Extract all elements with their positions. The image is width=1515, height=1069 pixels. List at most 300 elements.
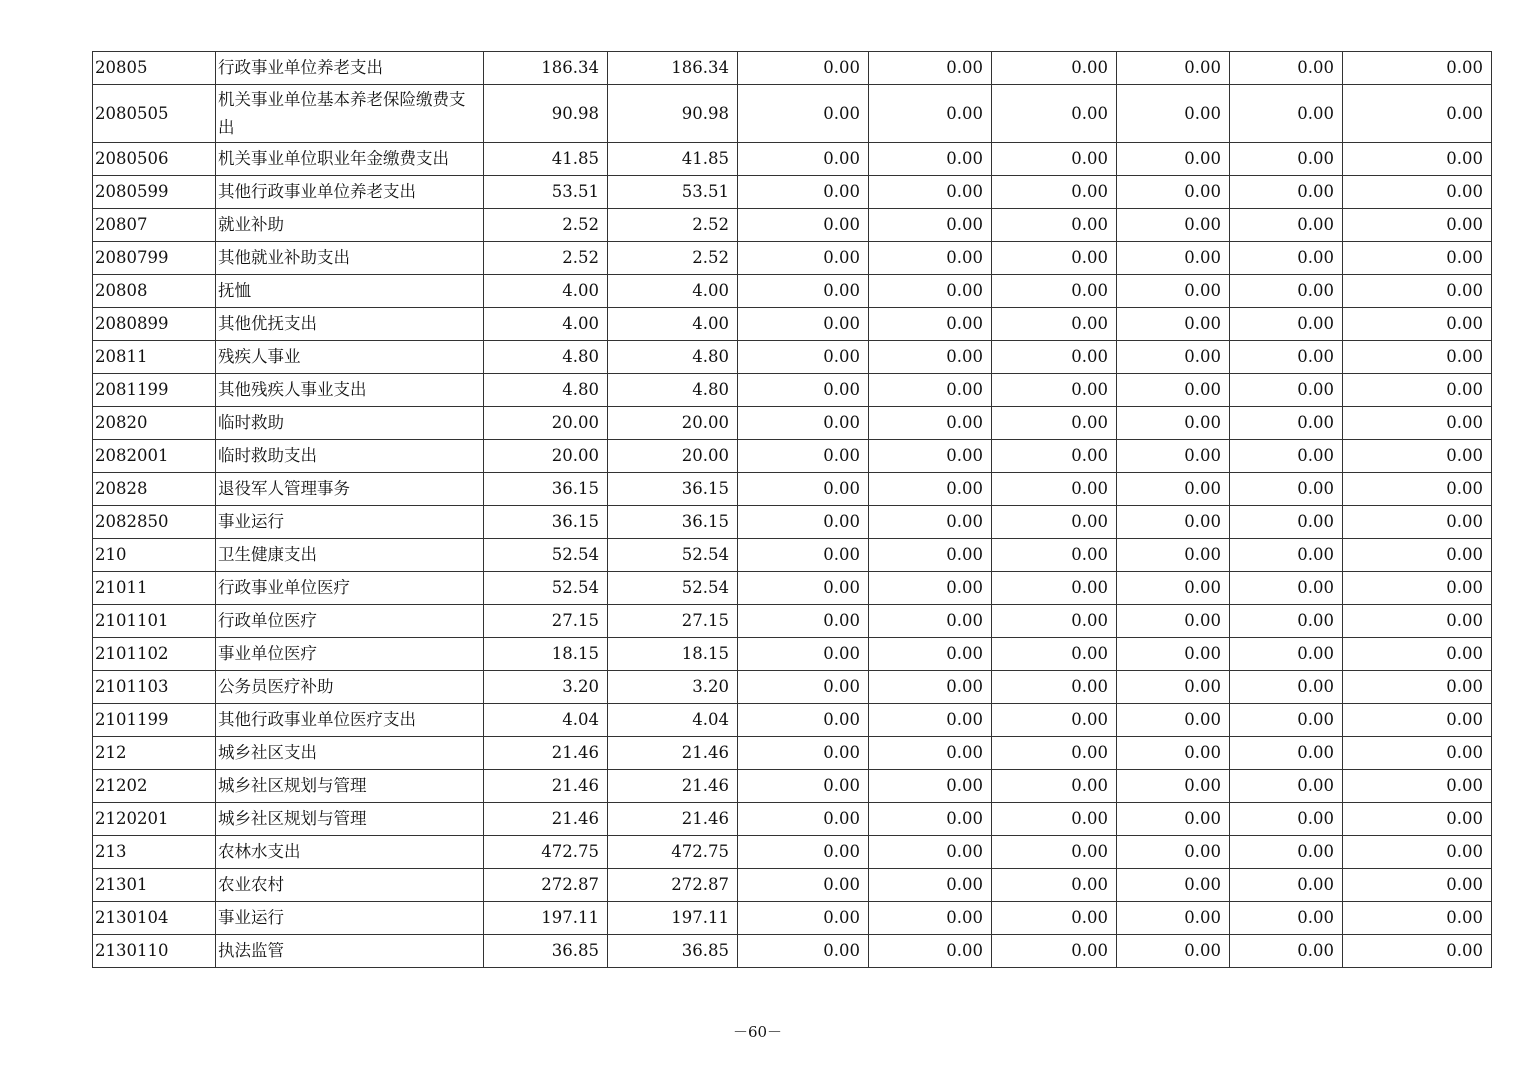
amount-cell: 20.00 [608, 407, 738, 440]
amount-cell: 0.00 [1343, 539, 1492, 572]
amount-cell: 0.00 [1230, 407, 1343, 440]
amount-cell: 0.00 [1230, 341, 1343, 374]
amount-cell: 0.00 [1230, 935, 1343, 968]
amount-cell: 0.00 [1230, 704, 1343, 737]
subject-code-cell: 2130110 [93, 935, 216, 968]
amount-cell: 0.00 [1117, 572, 1230, 605]
subject-name-cell: 执法监管 [216, 935, 484, 968]
amount-cell: 0.00 [992, 308, 1117, 341]
amount-cell: 197.11 [484, 902, 608, 935]
amount-cell: 2.52 [608, 242, 738, 275]
amount-cell: 0.00 [738, 85, 869, 143]
amount-cell: 0.00 [992, 671, 1117, 704]
subject-name-cell: 残疾人事业 [216, 341, 484, 374]
amount-cell: 0.00 [1117, 52, 1230, 85]
subject-name-cell: 抚恤 [216, 275, 484, 308]
amount-cell: 0.00 [1230, 308, 1343, 341]
amount-cell: 0.00 [869, 869, 992, 902]
table-row [93, 341, 1492, 374]
amount-cell: 0.00 [1343, 770, 1492, 803]
amount-cell: 0.00 [992, 242, 1117, 275]
amount-cell: 472.75 [484, 836, 608, 869]
amount-cell: 0.00 [738, 341, 869, 374]
amount-cell: 0.00 [1117, 902, 1230, 935]
amount-cell: 0.00 [738, 836, 869, 869]
amount-cell: 0.00 [1343, 308, 1492, 341]
table-row [93, 242, 1492, 275]
amount-cell: 0.00 [738, 671, 869, 704]
subject-code-cell: 20811 [93, 341, 216, 374]
subject-name-cell: 临时救助 [216, 407, 484, 440]
subject-name-cell: 农业农村 [216, 869, 484, 902]
subject-code-cell: 2101199 [93, 704, 216, 737]
amount-cell: 52.54 [484, 572, 608, 605]
amount-cell: 0.00 [1117, 308, 1230, 341]
amount-cell: 0.00 [869, 737, 992, 770]
amount-cell: 4.00 [484, 308, 608, 341]
amount-cell: 0.00 [738, 770, 869, 803]
table-row [93, 902, 1492, 935]
amount-cell: 272.87 [484, 869, 608, 902]
amount-cell: 0.00 [992, 770, 1117, 803]
amount-cell: 2.52 [484, 209, 608, 242]
amount-cell: 0.00 [992, 539, 1117, 572]
amount-cell: 0.00 [869, 176, 992, 209]
amount-cell: 0.00 [869, 85, 992, 143]
amount-cell: 0.00 [1230, 638, 1343, 671]
subject-name-cell: 行政单位医疗 [216, 605, 484, 638]
subject-code-cell: 2101102 [93, 638, 216, 671]
amount-cell: 0.00 [1343, 85, 1492, 143]
amount-cell: 0.00 [738, 506, 869, 539]
amount-cell: 0.00 [869, 341, 992, 374]
amount-cell: 0.00 [738, 704, 869, 737]
amount-cell: 0.00 [1230, 539, 1343, 572]
amount-cell: 0.00 [869, 770, 992, 803]
amount-cell: 0.00 [869, 935, 992, 968]
amount-cell: 0.00 [1117, 605, 1230, 638]
subject-code-cell: 210 [93, 539, 216, 572]
subject-name-cell: 其他行政事业单位医疗支出 [216, 704, 484, 737]
amount-cell: 27.15 [484, 605, 608, 638]
amount-cell: 0.00 [1343, 407, 1492, 440]
amount-cell: 21.46 [608, 770, 738, 803]
subject-name-cell: 行政事业单位医疗 [216, 572, 484, 605]
amount-cell: 0.00 [992, 341, 1117, 374]
amount-cell: 0.00 [1343, 506, 1492, 539]
table-row [93, 671, 1492, 704]
table-row [93, 85, 1492, 143]
amount-cell: 0.00 [1117, 671, 1230, 704]
subject-name-cell: 农林水支出 [216, 836, 484, 869]
amount-cell: 36.15 [608, 506, 738, 539]
amount-cell: 90.98 [608, 85, 738, 143]
amount-cell: 0.00 [869, 605, 992, 638]
table-row [93, 473, 1492, 506]
amount-cell: 0.00 [1117, 770, 1230, 803]
amount-cell: 0.00 [1230, 803, 1343, 836]
amount-cell: 4.00 [608, 308, 738, 341]
amount-cell: 0.00 [869, 902, 992, 935]
subject-code-cell: 2101101 [93, 605, 216, 638]
subject-name-cell: 其他就业补助支出 [216, 242, 484, 275]
subject-code-cell: 20808 [93, 275, 216, 308]
amount-cell: 0.00 [1230, 506, 1343, 539]
amount-cell: 0.00 [738, 52, 869, 85]
amount-cell: 0.00 [1343, 52, 1492, 85]
amount-cell: 0.00 [992, 869, 1117, 902]
subject-code-cell: 2081199 [93, 374, 216, 407]
amount-cell: 4.80 [484, 341, 608, 374]
amount-cell: 186.34 [484, 52, 608, 85]
amount-cell: 0.00 [1343, 473, 1492, 506]
amount-cell: 197.11 [608, 902, 738, 935]
amount-cell: 0.00 [869, 440, 992, 473]
amount-cell: 0.00 [1230, 176, 1343, 209]
amount-cell: 0.00 [1343, 572, 1492, 605]
subject-name-cell: 就业补助 [216, 209, 484, 242]
amount-cell: 0.00 [869, 506, 992, 539]
amount-cell: 0.00 [1343, 902, 1492, 935]
amount-cell: 0.00 [992, 572, 1117, 605]
amount-cell: 0.00 [1230, 374, 1343, 407]
amount-cell: 0.00 [992, 275, 1117, 308]
amount-cell: 0.00 [1343, 605, 1492, 638]
amount-cell: 0.00 [738, 407, 869, 440]
table-row [93, 440, 1492, 473]
amount-cell: 0.00 [1343, 638, 1492, 671]
amount-cell: 0.00 [1230, 605, 1343, 638]
subject-code-cell: 21202 [93, 770, 216, 803]
amount-cell: 0.00 [869, 374, 992, 407]
subject-name-cell: 公务员医疗补助 [216, 671, 484, 704]
table-row [93, 374, 1492, 407]
amount-cell: 0.00 [992, 605, 1117, 638]
amount-cell: 0.00 [992, 506, 1117, 539]
amount-cell: 0.00 [1117, 440, 1230, 473]
subject-name-cell: 其他残疾人事业支出 [216, 374, 484, 407]
amount-cell: 4.00 [484, 275, 608, 308]
amount-cell: 0.00 [1117, 143, 1230, 176]
amount-cell: 0.00 [1343, 869, 1492, 902]
subject-name-cell: 退役军人管理事务 [216, 473, 484, 506]
subject-code-cell: 2101103 [93, 671, 216, 704]
amount-cell: 0.00 [1117, 506, 1230, 539]
amount-cell: 0.00 [738, 539, 869, 572]
amount-cell: 0.00 [738, 935, 869, 968]
amount-cell: 0.00 [869, 638, 992, 671]
amount-cell: 0.00 [992, 902, 1117, 935]
amount-cell: 41.85 [484, 143, 608, 176]
amount-cell: 0.00 [738, 143, 869, 176]
amount-cell: 0.00 [992, 143, 1117, 176]
amount-cell: 0.00 [992, 374, 1117, 407]
table-row [93, 176, 1492, 209]
amount-cell: 0.00 [1343, 209, 1492, 242]
amount-cell: 0.00 [738, 242, 869, 275]
amount-cell: 0.00 [1230, 770, 1343, 803]
amount-cell: 0.00 [992, 440, 1117, 473]
amount-cell: 0.00 [1117, 737, 1230, 770]
table-row [93, 506, 1492, 539]
table-row [93, 737, 1492, 770]
table-row [93, 770, 1492, 803]
subject-name-cell: 机关事业单位职业年金缴费支出 [216, 143, 484, 176]
amount-cell: 0.00 [1343, 176, 1492, 209]
amount-cell: 18.15 [608, 638, 738, 671]
subject-name-cell: 城乡社区规划与管理 [216, 770, 484, 803]
subject-code-cell: 2130104 [93, 902, 216, 935]
amount-cell: 0.00 [869, 308, 992, 341]
amount-cell: 0.00 [738, 176, 869, 209]
amount-cell: 21.46 [608, 803, 738, 836]
table-row [93, 605, 1492, 638]
amount-cell: 0.00 [738, 869, 869, 902]
amount-cell: 0.00 [869, 407, 992, 440]
table-row [93, 275, 1492, 308]
table-row [93, 407, 1492, 440]
amount-cell: 0.00 [738, 308, 869, 341]
amount-cell: 0.00 [1343, 803, 1492, 836]
amount-cell: 52.54 [608, 572, 738, 605]
amount-cell: 0.00 [738, 737, 869, 770]
amount-cell: 0.00 [1117, 242, 1230, 275]
amount-cell: 0.00 [1343, 935, 1492, 968]
table-row [93, 638, 1492, 671]
amount-cell: 0.00 [869, 52, 992, 85]
amount-cell: 0.00 [1117, 341, 1230, 374]
amount-cell: 0.00 [1117, 374, 1230, 407]
amount-cell: 0.00 [1343, 737, 1492, 770]
amount-cell: 0.00 [1343, 143, 1492, 176]
amount-cell: 0.00 [992, 473, 1117, 506]
amount-cell: 0.00 [1343, 242, 1492, 275]
subject-code-cell: 2080799 [93, 242, 216, 275]
subject-name-cell: 其他优抚支出 [216, 308, 484, 341]
amount-cell: 0.00 [1230, 572, 1343, 605]
subject-name-cell: 机关事业单位基本养老保险缴费支出 [216, 85, 484, 143]
amount-cell: 21.46 [484, 803, 608, 836]
amount-cell: 3.20 [608, 671, 738, 704]
amount-cell: 52.54 [484, 539, 608, 572]
amount-cell: 0.00 [869, 539, 992, 572]
subject-code-cell: 20805 [93, 52, 216, 85]
amount-cell: 2.52 [484, 242, 608, 275]
subject-code-cell: 2080599 [93, 176, 216, 209]
table-row [93, 209, 1492, 242]
amount-cell: 0.00 [1230, 275, 1343, 308]
amount-cell: 4.80 [608, 374, 738, 407]
amount-cell: 0.00 [1117, 275, 1230, 308]
amount-cell: 0.00 [869, 836, 992, 869]
amount-cell: 0.00 [992, 836, 1117, 869]
amount-cell: 0.00 [738, 638, 869, 671]
amount-cell: 0.00 [869, 803, 992, 836]
amount-cell: 0.00 [1230, 671, 1343, 704]
subject-name-cell: 事业单位医疗 [216, 638, 484, 671]
subject-code-cell: 20807 [93, 209, 216, 242]
amount-cell: 0.00 [738, 605, 869, 638]
amount-cell: 0.00 [869, 275, 992, 308]
amount-cell: 0.00 [1117, 539, 1230, 572]
amount-cell: 2.52 [608, 209, 738, 242]
amount-cell: 53.51 [484, 176, 608, 209]
amount-cell: 0.00 [1343, 836, 1492, 869]
amount-cell: 0.00 [1343, 341, 1492, 374]
amount-cell: 0.00 [992, 737, 1117, 770]
amount-cell: 0.00 [1230, 737, 1343, 770]
amount-cell: 21.46 [608, 737, 738, 770]
amount-cell: 0.00 [1117, 209, 1230, 242]
amount-cell: 0.00 [1343, 671, 1492, 704]
amount-cell: 0.00 [1230, 143, 1343, 176]
amount-cell: 36.15 [608, 473, 738, 506]
amount-cell: 0.00 [738, 572, 869, 605]
subject-code-cell: 20820 [93, 407, 216, 440]
amount-cell: 0.00 [1230, 902, 1343, 935]
amount-cell: 18.15 [484, 638, 608, 671]
subject-name-cell: 卫生健康支出 [216, 539, 484, 572]
subject-code-cell: 20828 [93, 473, 216, 506]
amount-cell: 0.00 [992, 803, 1117, 836]
amount-cell: 0.00 [1230, 473, 1343, 506]
amount-cell: 0.00 [869, 242, 992, 275]
amount-cell: 36.15 [484, 506, 608, 539]
amount-cell: 0.00 [1117, 407, 1230, 440]
subject-code-cell: 2080899 [93, 308, 216, 341]
page-number: －60－ [732, 1023, 783, 1041]
subject-name-cell: 行政事业单位养老支出 [216, 52, 484, 85]
amount-cell: 272.87 [608, 869, 738, 902]
amount-cell: 21.46 [484, 737, 608, 770]
amount-cell: 0.00 [738, 374, 869, 407]
amount-cell: 0.00 [1117, 704, 1230, 737]
amount-cell: 0.00 [738, 473, 869, 506]
subject-code-cell: 2082001 [93, 440, 216, 473]
subject-name-cell: 城乡社区规划与管理 [216, 803, 484, 836]
amount-cell: 0.00 [992, 52, 1117, 85]
amount-cell: 0.00 [738, 440, 869, 473]
table-row [93, 143, 1492, 176]
amount-cell: 0.00 [992, 638, 1117, 671]
budget-table [92, 51, 1492, 968]
amount-cell: 0.00 [1230, 209, 1343, 242]
amount-cell: 472.75 [608, 836, 738, 869]
amount-cell: 0.00 [738, 902, 869, 935]
subject-name-cell: 事业运行 [216, 902, 484, 935]
subject-name-cell: 城乡社区支出 [216, 737, 484, 770]
subject-code-cell: 212 [93, 737, 216, 770]
amount-cell: 36.85 [608, 935, 738, 968]
amount-cell: 186.34 [608, 52, 738, 85]
table-body [93, 52, 1492, 968]
subject-name-cell: 事业运行 [216, 506, 484, 539]
amount-cell: 0.00 [1230, 52, 1343, 85]
amount-cell: 27.15 [608, 605, 738, 638]
subject-code-cell: 2080505 [93, 85, 216, 143]
amount-cell: 20.00 [484, 440, 608, 473]
subject-name-cell: 临时救助支出 [216, 440, 484, 473]
table-row [93, 935, 1492, 968]
amount-cell: 20.00 [608, 440, 738, 473]
amount-cell: 0.00 [1117, 638, 1230, 671]
amount-cell: 0.00 [992, 85, 1117, 143]
amount-cell: 0.00 [992, 407, 1117, 440]
amount-cell: 0.00 [738, 803, 869, 836]
amount-cell: 90.98 [484, 85, 608, 143]
amount-cell: 0.00 [1343, 374, 1492, 407]
subject-code-cell: 2080506 [93, 143, 216, 176]
amount-cell: 52.54 [608, 539, 738, 572]
amount-cell: 0.00 [1117, 935, 1230, 968]
amount-cell: 0.00 [1117, 869, 1230, 902]
amount-cell: 0.00 [1230, 836, 1343, 869]
amount-cell: 0.00 [992, 176, 1117, 209]
amount-cell: 0.00 [1230, 869, 1343, 902]
amount-cell: 20.00 [484, 407, 608, 440]
amount-cell: 0.00 [869, 143, 992, 176]
amount-cell: 0.00 [869, 704, 992, 737]
table-row [93, 803, 1492, 836]
amount-cell: 41.85 [608, 143, 738, 176]
table-row [93, 308, 1492, 341]
amount-cell: 0.00 [738, 209, 869, 242]
subject-code-cell: 2120201 [93, 803, 216, 836]
amount-cell: 0.00 [1343, 704, 1492, 737]
amount-cell: 0.00 [992, 935, 1117, 968]
amount-cell: 4.04 [484, 704, 608, 737]
amount-cell: 0.00 [1230, 85, 1343, 143]
amount-cell: 53.51 [608, 176, 738, 209]
amount-cell: 21.46 [484, 770, 608, 803]
amount-cell: 0.00 [869, 473, 992, 506]
amount-cell: 4.80 [608, 341, 738, 374]
amount-cell: 0.00 [869, 572, 992, 605]
amount-cell: 0.00 [1343, 440, 1492, 473]
amount-cell: 4.80 [484, 374, 608, 407]
table-row [93, 869, 1492, 902]
table-row [93, 572, 1492, 605]
amount-cell: 0.00 [1343, 275, 1492, 308]
subject-code-cell: 21301 [93, 869, 216, 902]
subject-code-cell: 2082850 [93, 506, 216, 539]
amount-cell: 0.00 [1117, 85, 1230, 143]
amount-cell: 0.00 [1230, 242, 1343, 275]
amount-cell: 0.00 [1117, 836, 1230, 869]
amount-cell: 0.00 [1117, 803, 1230, 836]
amount-cell: 0.00 [869, 209, 992, 242]
subject-code-cell: 21011 [93, 572, 216, 605]
amount-cell: 0.00 [869, 671, 992, 704]
table-row [93, 539, 1492, 572]
subject-code-cell: 213 [93, 836, 216, 869]
amount-cell: 0.00 [1230, 440, 1343, 473]
amount-cell: 36.85 [484, 935, 608, 968]
subject-name-cell: 其他行政事业单位养老支出 [216, 176, 484, 209]
amount-cell: 4.04 [608, 704, 738, 737]
amount-cell: 0.00 [992, 704, 1117, 737]
amount-cell: 0.00 [738, 275, 869, 308]
table-row [93, 704, 1492, 737]
amount-cell: 36.15 [484, 473, 608, 506]
amount-cell: 0.00 [992, 209, 1117, 242]
amount-cell: 0.00 [1117, 176, 1230, 209]
table-row [93, 836, 1492, 869]
amount-cell: 0.00 [1117, 473, 1230, 506]
table-row [93, 52, 1492, 85]
amount-cell: 4.00 [608, 275, 738, 308]
amount-cell: 3.20 [484, 671, 608, 704]
